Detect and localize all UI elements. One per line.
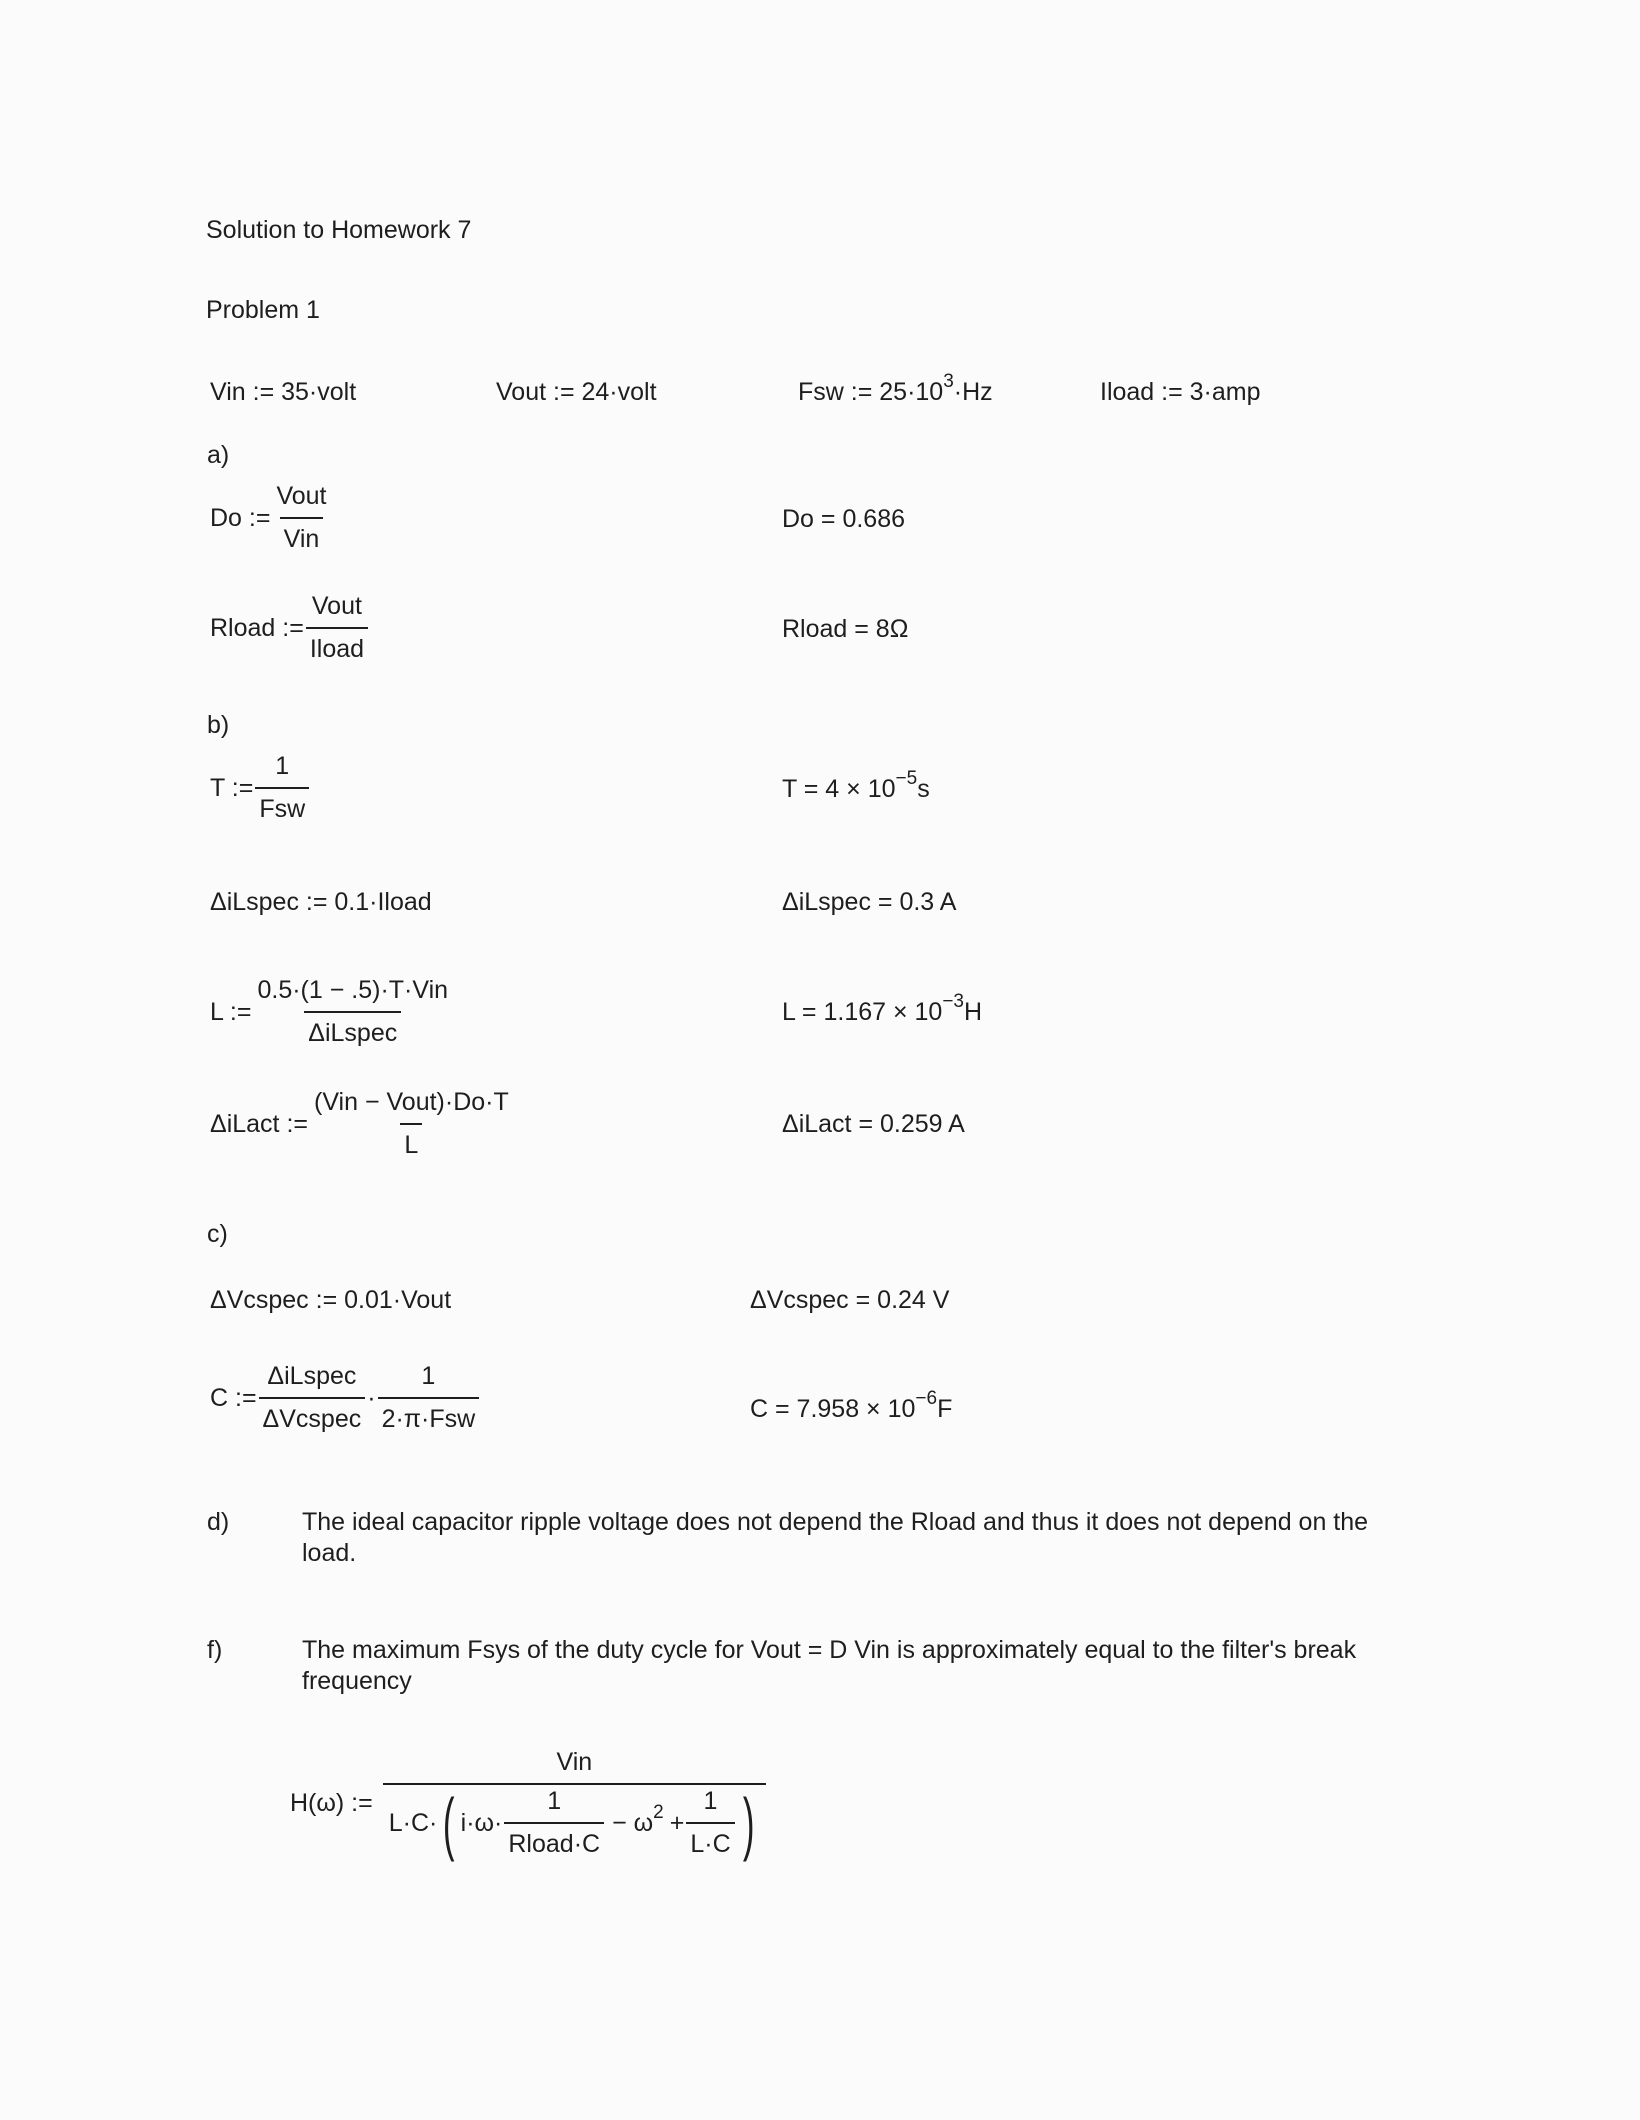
c-equation: C := $\frac{\text{ΔiLspec}}{\text{ΔVcspec}}$ · $\frac{1}{\text{2·π·Fsw}}$ [210, 1362, 481, 1434]
part-d-text: The ideal capacitor ripple voltage does not depend the Rload and thus it does not depend on the load. [302, 1508, 1369, 1567]
h-inner-fraction-2: $\frac{1}{L\cdot C}$ [686, 1787, 734, 1859]
given-iload: Iload := 3·amp [1100, 378, 1261, 406]
given-vout: Vout := 24·volt [496, 378, 657, 406]
t-result: $T = 4 \times 10^{-5}s$ [782, 768, 930, 803]
h-fraction: Vin L·C· ( i·ω· $\frac{1}{\text{Rload·C}}$ − $\omega^2$ + $\frac{1}{L\cdot C}$ ) [383, 1748, 766, 1859]
t-equation: T := $\frac{1}{\text{Fsw}}$ [210, 752, 311, 824]
h-inner-fraction-1: $\frac{1}{\text{Rload·C}}$ [504, 1787, 604, 1859]
dilspec-equation: ΔiLspec := 0.1·Iload [210, 888, 432, 916]
part-d-label: d) [207, 1508, 230, 1536]
do-equation: Do := $\frac{\text{Vout}}{\text{Vin}}$ [210, 482, 333, 554]
dilspec-result: ΔiLspec = 0.3 A [782, 888, 957, 916]
c-fraction-1: $\frac{\text{ΔiLspec}}{\text{ΔVcspec}}$ [259, 1362, 366, 1434]
part-b-label: b) [207, 711, 230, 739]
dilact-fraction: $\frac{\text{(Vin − Vout)·Do·T}}{L}$ [314, 1088, 509, 1159]
l-equation: L := $\frac{\text{0.5·(1 − .5)·T·Vin}}{\text{ΔiLspec}}$ [210, 976, 454, 1048]
dilact-equation: ΔiLact := $\frac{\text{(Vin − Vout)·Do·T}}{L}$ [210, 1088, 515, 1160]
part-a-label: a) [207, 441, 230, 469]
t-fraction: $\frac{1}{\text{Fsw}}$ [255, 752, 309, 824]
rload-fraction: $\frac{\text{Vout}}{\text{Iload}}$ [306, 592, 368, 664]
l-fraction: $\frac{\text{0.5·(1 − .5)·T·Vin}}{\text{ΔiLspec}}$ [257, 976, 449, 1047]
do-fraction: $\frac{\text{Vout}}{\text{Vin}}$ [276, 482, 327, 553]
dvcspec-result: ΔVcspec = 0.24 V [750, 1286, 950, 1314]
document-title: Solution to Homework 7 [206, 216, 472, 244]
c-result: $C = 7.958 \times 10^{-6}F$ [750, 1388, 953, 1423]
part-c-label: c) [207, 1220, 228, 1248]
problem-heading: Problem 1 [206, 296, 320, 324]
part-f-text: The maximum Fsys of the duty cycle for Vout = D Vin is approximately equal to the filter's break frequency [302, 1636, 1357, 1695]
dvcspec-equation: ΔVcspec := 0.01·Vout [210, 1286, 452, 1314]
rload-equation: Rload := $\frac{\text{Vout}}{\text{Iload}}$ [210, 592, 370, 664]
dilact-result: ΔiLact = 0.259 A [782, 1110, 965, 1138]
rload-result: Rload = 8Ω [782, 615, 909, 643]
l-result: $L = 1.167 \times 10^{-3}H$ [782, 991, 983, 1026]
h-denominator: L·C· ( i·ω· $\frac{1}{\text{Rload·C}}$ − $\omega^2$ + $\frac{1}{L\cdot C}$ ) [383, 1783, 766, 1859]
given-fsw: Fsw := $25\cdot 10^3\cdot Hz$ [798, 371, 993, 406]
do-result: Do = 0.686 [782, 505, 906, 533]
c-fraction-2: $\frac{1}{\text{2·π·Fsw}}$ [378, 1362, 480, 1434]
h-equation: H(ω) := Vin L·C· ( i·ω· $\frac{1}{\text{Rload·C}}$ − $\omega^2$ + $\frac{1}{L\cdot C}$ ) [290, 1748, 768, 1859]
given-vin: Vin := 35·volt [210, 378, 357, 406]
part-f-label: f) [207, 1636, 223, 1664]
